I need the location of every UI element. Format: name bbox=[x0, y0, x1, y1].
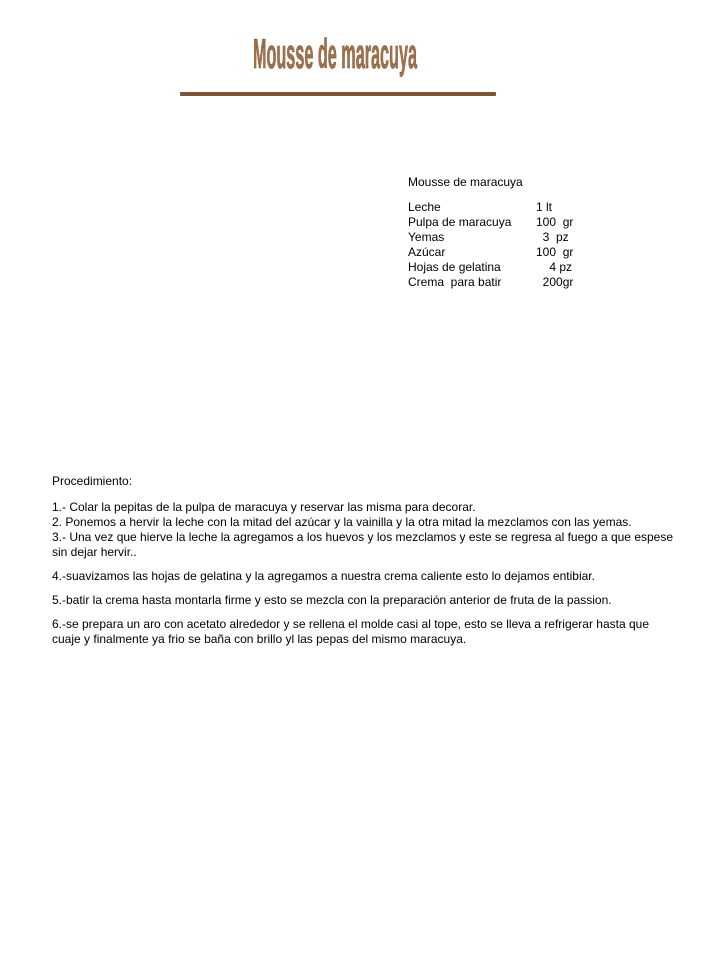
procedure-step: 5.-batir la crema hasta montarla firme y esto se mezcla con la preparación anterior de fruta de la passion. bbox=[52, 593, 612, 607]
procedure-section bbox=[52, 474, 677, 647]
ingredient-quantity: 100 gr bbox=[536, 215, 574, 229]
title-underline bbox=[180, 92, 496, 96]
ingredient-row bbox=[408, 230, 608, 245]
recipe-heading: Mousse de maracuya bbox=[408, 175, 523, 189]
ingredient-row bbox=[408, 215, 608, 230]
ingredient-row bbox=[408, 260, 608, 275]
ingredient-row bbox=[408, 200, 608, 215]
procedure-step: 3.- Una vez que hierve la leche la agregamos a los huevos y los mezclamos y este se regresa al fuego a que espese sin dejar hervir.. bbox=[52, 530, 674, 559]
ingredients-box bbox=[408, 175, 608, 290]
document-title-text: Mousse de maracuya bbox=[253, 30, 418, 77]
ingredient-quantity: 100 gr bbox=[536, 245, 574, 259]
procedure-heading: Procedimiento: bbox=[52, 474, 133, 488]
document-title bbox=[230, 22, 440, 82]
procedure-step: 1.- Colar la pepitas de la pulpa de maracuya y reservar las misma para decorar. bbox=[52, 500, 476, 514]
ingredient-quantity: 4 pz bbox=[536, 260, 573, 274]
ingredient-name: Crema para batir bbox=[408, 275, 502, 289]
ingredient-quantity: 3 pz bbox=[536, 230, 569, 244]
ingredient-quantity: 1 lt bbox=[536, 200, 553, 214]
ingredient-name: Hojas de gelatina bbox=[408, 260, 501, 274]
procedure-step: 2. Ponemos a hervir la leche con la mitad del azúcar y la vainilla y la otra mitad la mezclamos con las yemas. bbox=[52, 515, 632, 529]
ingredient-row bbox=[408, 275, 608, 290]
ingredient-quantity: 200gr bbox=[536, 275, 574, 289]
ingredient-name: Leche bbox=[408, 200, 441, 214]
ingredient-name: Pulpa de maracuya bbox=[408, 215, 512, 229]
ingredient-name: Azúcar bbox=[408, 245, 446, 259]
ingredient-list bbox=[408, 200, 608, 290]
ingredient-row bbox=[408, 245, 608, 260]
ingredient-name: Yemas bbox=[408, 230, 445, 244]
procedure-step: 6.-se prepara un aro con acetato alrededor y se rellena el molde casi al tope, esto se lleva a refrigerar hasta que cuaje y finalmente ya frio se baña con brillo yl las pepas del mismo maracuya. bbox=[52, 617, 650, 646]
procedure-step: 4.-suavizamos las hojas de gelatina y la agregamos a nuestra crema caliente esto lo dejamos entibiar. bbox=[52, 569, 595, 583]
